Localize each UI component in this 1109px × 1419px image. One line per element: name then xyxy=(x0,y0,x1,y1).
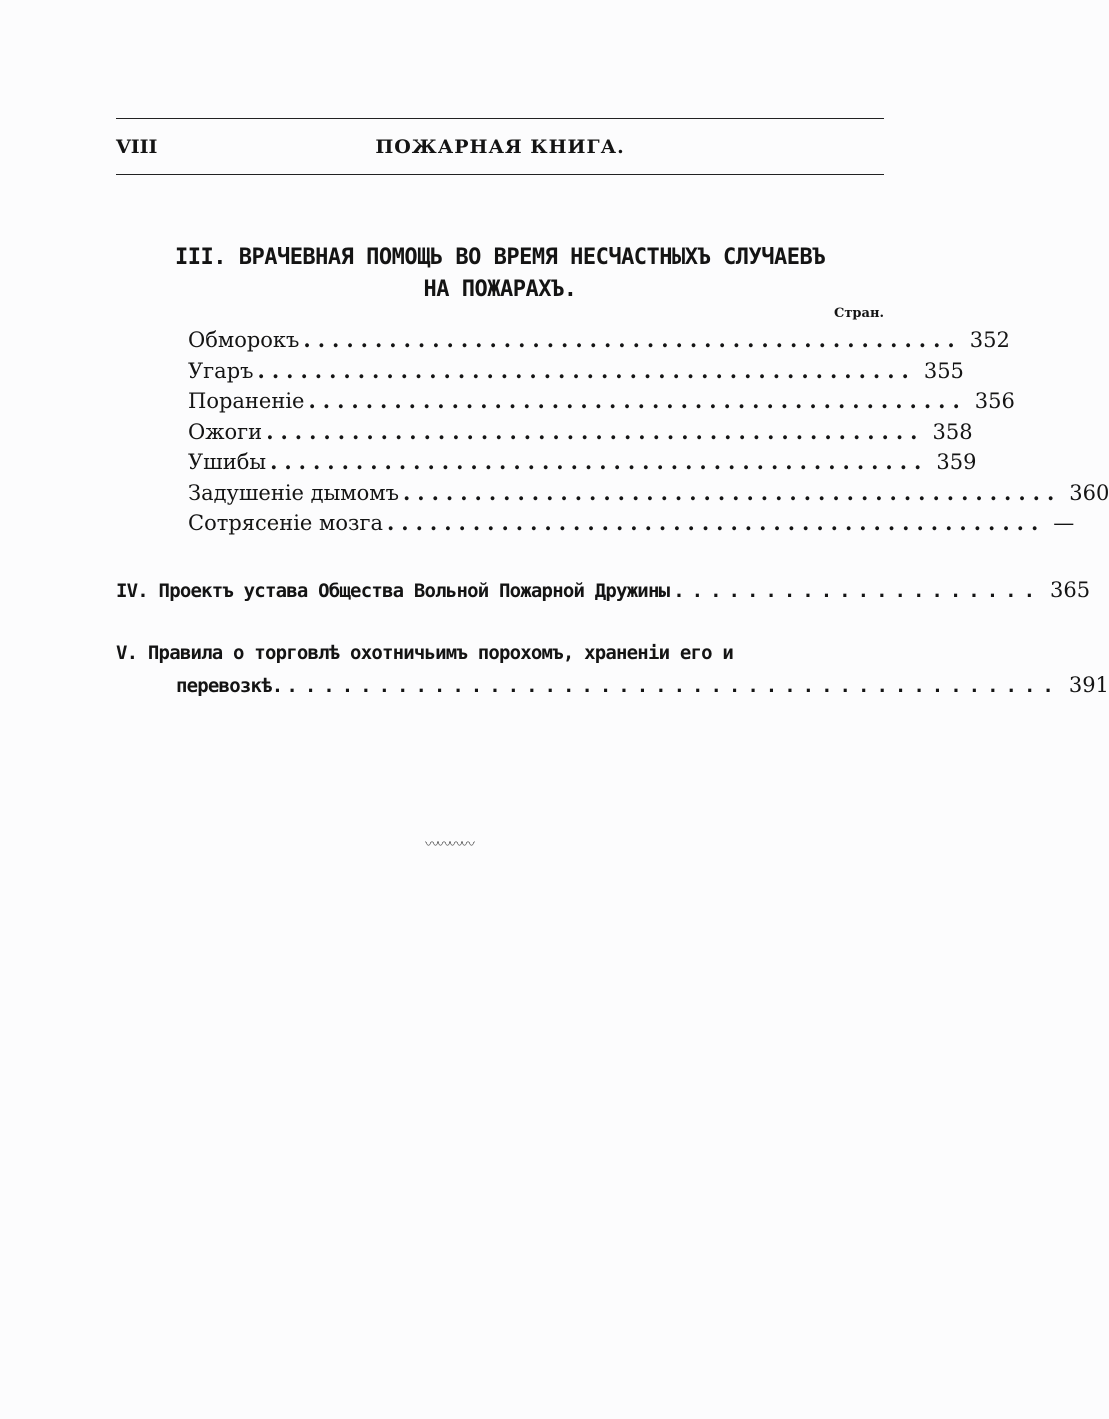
toc-label-cont: перевозкѣ. xyxy=(176,674,283,697)
toc-page: 356 xyxy=(974,389,1015,413)
toc-label: Пораненіе xyxy=(188,389,305,413)
toc-label: Задушеніе дымомъ xyxy=(188,480,399,505)
leader-dots: .............................................. xyxy=(386,510,1046,535)
leader-dots: .............................................. xyxy=(270,449,929,474)
toc-label: Ушибы xyxy=(188,450,267,474)
running-title: ПОЖАРНАЯ КНИГА. xyxy=(375,136,625,158)
toc-page: 391 xyxy=(1068,672,1109,697)
section-3-heading xyxy=(116,242,884,306)
leader-dots: .............................................. xyxy=(266,418,925,444)
leader-dots: .............................................. xyxy=(303,327,962,352)
leader-dots: .......................................... xyxy=(286,674,1061,697)
toc-row xyxy=(188,418,973,450)
toc-page: 360 xyxy=(1069,480,1109,505)
top-rule xyxy=(116,118,884,119)
section-5-entry xyxy=(116,642,1109,703)
running-header xyxy=(116,136,884,166)
page-number: VIII xyxy=(116,136,158,158)
toc-label: V. Правила о торговлѣ охотничьимъ порохомъ, храненіи его и xyxy=(116,642,734,664)
toc-row xyxy=(188,479,1109,511)
toc-page: 358 xyxy=(932,419,973,444)
leader-dots: .............................................. xyxy=(402,479,1062,505)
page-column-label: Стран. xyxy=(834,306,884,321)
toc-page: 355 xyxy=(923,358,964,383)
toc-row xyxy=(188,327,1010,358)
toc-row xyxy=(188,449,977,480)
leader-dots: .............................................. xyxy=(257,357,916,383)
heading-line-1: III. ВРАЧЕВНАЯ ПОМОЩЬ ВО ВРЕМЯ НЕСЧАСТНЫХЪ СЛУЧАЕВЪ xyxy=(174,245,825,270)
section-4-entry xyxy=(116,578,1091,609)
toc-label: Угаръ xyxy=(188,358,254,383)
toc-page: 359 xyxy=(936,450,977,474)
toc-label: IV. Проектъ устава Общества Вольной Пожарной Дружины xyxy=(116,580,670,602)
toc-label: Обморокъ xyxy=(188,328,300,352)
toc-label: Сотрясеніе мозга xyxy=(188,511,383,535)
ornament-divider: 〰〰〰〰 xyxy=(425,837,473,853)
toc-row xyxy=(188,388,1015,419)
toc-page: 365 xyxy=(1050,578,1091,602)
toc-row xyxy=(188,510,1075,541)
leader-dots: .................... xyxy=(673,580,1043,602)
toc-row xyxy=(188,357,964,389)
toc-page: — xyxy=(1053,511,1075,535)
section-3-toc xyxy=(188,327,1109,541)
heading-line-2: НА ПОЖАРАХЪ. xyxy=(423,277,577,302)
toc-label: Ожоги xyxy=(188,419,263,444)
header-rule xyxy=(116,174,884,175)
toc-page: 352 xyxy=(969,328,1010,352)
leader-dots: .............................................. xyxy=(308,388,967,413)
